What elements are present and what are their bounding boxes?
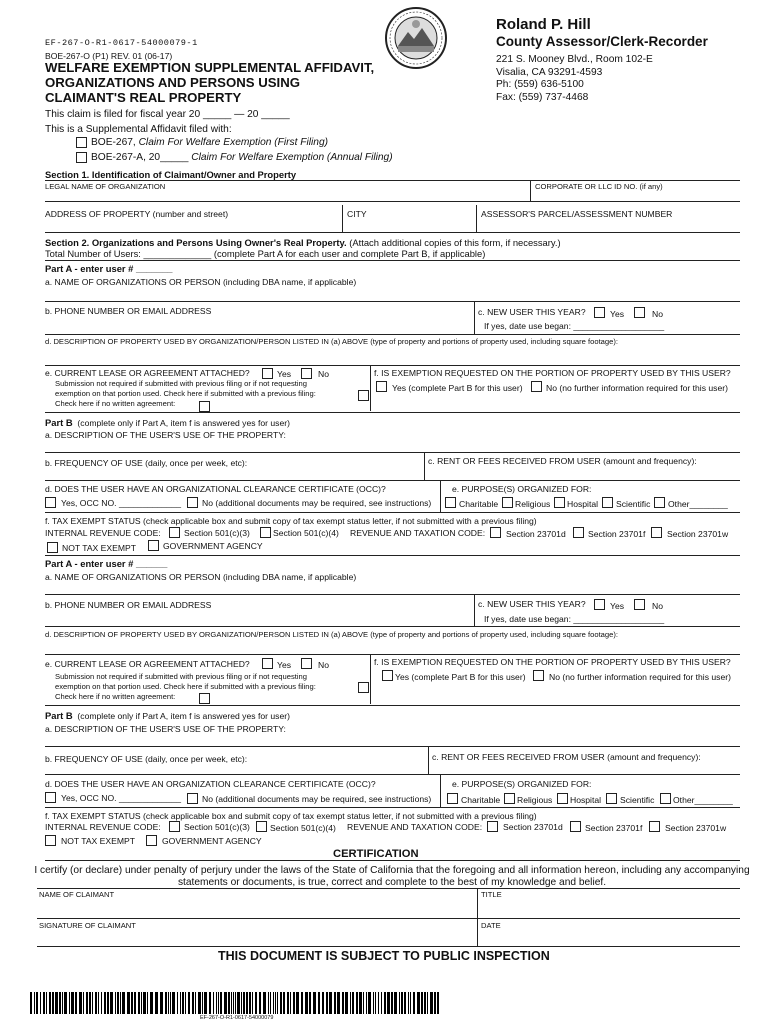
- rtc2-23701f-label: Section 23701f: [585, 823, 643, 833]
- new-user2-yes-checkbox[interactable]: [594, 599, 605, 610]
- lease2-notes: [55, 672, 316, 702]
- apn-label: ASSESSOR'S PARCEL/ASSESSMENT NUMBER: [481, 209, 673, 219]
- part-a2-item-d: d. DESCRIPTION OF PROPERTY USED BY ORGANIZATION/PERSON LISTED IN (a) ABOVE (type of property and portions of property used, including square footage):: [45, 630, 618, 639]
- total-users-line: Total Number of Users: _____________ (complete Part A for each user and complete Part B, if applicable): [45, 248, 486, 259]
- part-a2-item-f: f. IS EXEMPTION REQUESTED ON THE PORTION OF PROPERTY USED BY THIS USER?: [374, 657, 731, 667]
- irc2-501c4-checkbox[interactable]: [256, 821, 267, 832]
- exemption2-no-checkbox[interactable]: [533, 670, 544, 681]
- new-user-yes-label: Yes: [610, 309, 625, 319]
- gov-agency-checkbox[interactable]: [148, 540, 159, 551]
- purpose-other-checkbox[interactable]: [654, 497, 665, 508]
- part-b-item-d: d. DOES THE USER HAVE AN ORGANIZATIONAL CLEARANCE CERTIFICATE (OCC)?: [45, 484, 386, 494]
- date-label: DATE: [481, 921, 501, 930]
- assessor-title: County Assessor/Clerk-Recorder: [496, 34, 708, 49]
- address-label: ADDRESS OF PROPERTY (number and street): [45, 209, 229, 219]
- irc2-501c3-label: Section 501(c)(3): [184, 822, 250, 832]
- section-2-note: (Attach additional copies of this form, if necessary.): [346, 237, 561, 248]
- title-line-2: ORGANIZATIONS AND PERSONS USING: [45, 75, 300, 90]
- lease-yes-label: Yes: [277, 369, 292, 379]
- occ2-yes-checkbox[interactable]: [45, 792, 56, 803]
- irc2-501c3-checkbox[interactable]: [169, 821, 180, 832]
- occ-no-checkbox[interactable]: [187, 497, 198, 508]
- section-1-title: Section 1. Identification of Claimant/Owner and Property: [45, 169, 297, 180]
- lease2-note-3: Check here if no written agreement:: [55, 692, 176, 701]
- exemption2-yes-label: Yes (complete Part B for this user): [395, 672, 526, 682]
- boe-267-desc: Claim For Welfare Exemption (First Filing): [138, 137, 329, 148]
- purpose2-other-label: Other________: [673, 795, 733, 805]
- purpose2-scientific-checkbox[interactable]: [606, 793, 617, 804]
- certification-text-2: statements or documents, is true, correct and complete to the best of my knowledge and belief.: [177, 877, 607, 888]
- part-a2-item-c: c. NEW USER THIS YEAR?: [478, 599, 586, 609]
- exemption-yes-label: Yes (complete Part B for this user): [392, 383, 523, 393]
- legal-name-field[interactable]: [45, 190, 525, 200]
- date-use-began: If yes, date use began: ___________________: [484, 321, 665, 331]
- purpose-hospital-label: Hospital: [567, 499, 599, 509]
- lease-yes-checkbox[interactable]: [262, 368, 273, 379]
- lease2-yes-checkbox[interactable]: [262, 658, 273, 669]
- rtc2-23701f-checkbox[interactable]: [570, 821, 581, 832]
- purpose2-hospital-checkbox[interactable]: [557, 793, 568, 804]
- section-2-title: [45, 237, 561, 248]
- rtc2-23701d-label: Section 23701d: [503, 822, 563, 832]
- purpose-charitable-label: Charitable: [459, 499, 499, 509]
- legal-name-label: LEGAL NAME OF ORGANIZATION: [45, 182, 166, 191]
- occ2-no-checkbox[interactable]: [187, 793, 198, 804]
- barcode-icon: [30, 992, 440, 1014]
- part-a2-title: Part A - enter user # ______: [45, 558, 168, 569]
- assessor-contact: [496, 54, 653, 104]
- lease-note-2: exemption on that portion used. Check here if submitted with a previous filing:: [55, 389, 316, 398]
- purpose2-religious-checkbox[interactable]: [504, 793, 515, 804]
- signature-label: SIGNATURE OF CLAIMANT: [39, 921, 136, 930]
- occ-no-label: No (additional documents may be required, see instructions): [202, 498, 432, 508]
- boe-267-checkbox[interactable]: [76, 137, 87, 148]
- part-a2-item-b: b. PHONE NUMBER OR EMAIL ADDRESS: [45, 600, 212, 610]
- boe-267-label: [91, 137, 328, 148]
- irc-label: INTERNAL REVENUE CODE:: [45, 528, 161, 538]
- part-b-title: Part B: [45, 417, 73, 428]
- rtc2-23701w-checkbox[interactable]: [649, 821, 660, 832]
- new-user-no-label: No: [652, 309, 663, 319]
- lease-note-1: Submission not required if submitted with previous filing or if not requesting: [55, 379, 307, 388]
- phone: Ph: (559) 636-5100: [496, 79, 584, 90]
- lease2-note-1: Submission not required if submitted with previous filing or if not requesting: [55, 672, 307, 681]
- not-tax-exempt2-label: NOT TAX EXEMPT: [61, 836, 136, 846]
- title-label: TITLE: [481, 890, 502, 899]
- part-b2-header: [45, 710, 290, 721]
- occ2-yes-label: Yes, OCC NO. _____________: [61, 793, 182, 803]
- new-user-no-checkbox[interactable]: [634, 307, 645, 318]
- part-b-header: [45, 417, 290, 428]
- irc-501c4-label: Section 501(c)(4): [273, 528, 339, 538]
- part-a-item-e: e. CURRENT LEASE OR AGREEMENT ATTACHED?: [45, 368, 250, 378]
- new-user2-no-label: No: [652, 601, 663, 611]
- title-line-1: WELFARE EXEMPTION SUPPLEMENTAL AFFIDAVIT,: [45, 60, 375, 75]
- purpose2-charitable-label: Charitable: [461, 795, 501, 805]
- lease2-note-2: exemption on that portion used. Check here if submitted with a previous filing:: [55, 682, 316, 691]
- purpose-scientific-checkbox[interactable]: [602, 497, 613, 508]
- part-b2-title: Part B: [45, 710, 73, 721]
- prev-filing-checkbox[interactable]: [358, 390, 369, 401]
- new-user2-no-checkbox[interactable]: [634, 599, 645, 610]
- lease-notes: [55, 379, 316, 409]
- boe-267-a-code: BOE-267-A, 20_____: [91, 152, 192, 163]
- purpose-hospital-checkbox[interactable]: [554, 497, 565, 508]
- part-a-item-c: c. NEW USER THIS YEAR?: [478, 307, 586, 317]
- exemption2-no-label: No (no further information required for this user): [549, 672, 731, 682]
- part-a-item-f: f. IS EXEMPTION REQUESTED ON THE PORTION OF PROPERTY USED BY THIS USER?: [374, 368, 731, 378]
- part-b-note: (complete only if Part A, item f is answered yes for user): [77, 418, 290, 428]
- part-b2-item-e: e. PURPOSE(S) ORGANIZED FOR:: [452, 779, 592, 789]
- irc2-label: INTERNAL REVENUE CODE:: [45, 822, 161, 832]
- rtc2-23701d-checkbox[interactable]: [487, 821, 498, 832]
- purpose2-scientific-label: Scientific: [620, 795, 655, 805]
- occ-yes-checkbox[interactable]: [45, 497, 56, 508]
- part-a2-item-a: a. NAME OF ORGANIZATIONS OR PERSON (including DBA name, if applicable): [45, 572, 357, 582]
- form-number: BOE-267-O (P1) REV. 01 (06-17): [45, 51, 173, 61]
- part-b2-item-c: c. RENT OR FEES RECEIVED FROM USER (amount and frequency):: [432, 752, 701, 762]
- no-written-agreement2-checkbox[interactable]: [199, 693, 210, 704]
- part-b-item-f: f. TAX EXEMPT STATUS (check applicable box and submit copy of tax exempt status letter, if not submitted with a previous filing): [45, 516, 537, 526]
- part-a-item-b: b. PHONE NUMBER OR EMAIL ADDRESS: [45, 306, 212, 316]
- fax: Fax: (559) 737-4468: [496, 91, 589, 103]
- part-a-item-a: a. NAME OF ORGANIZATIONS OR PERSON (including DBA name, if applicable): [45, 277, 357, 287]
- lease2-no-label: No: [318, 660, 329, 670]
- address-line-2: Visalia, CA 93291-4593: [496, 66, 603, 78]
- new-user-yes-checkbox[interactable]: [594, 307, 605, 318]
- rtc-23701w-label: Section 23701w: [667, 529, 729, 539]
- purpose2-charitable-checkbox[interactable]: [447, 793, 458, 804]
- address-line-1: 221 S. Mooney Blvd., Room 102-E: [496, 54, 653, 65]
- rtc-23701f-checkbox[interactable]: [573, 527, 584, 538]
- public-inspection-notice: THIS DOCUMENT IS SUBJECT TO PUBLIC INSPECTION: [218, 949, 550, 963]
- lease2-yes-label: Yes: [277, 660, 292, 670]
- part-a2-item-e: e. CURRENT LEASE OR AGREEMENT ATTACHED?: [45, 659, 250, 669]
- purpose-scientific-label: Scientific: [616, 499, 651, 509]
- document-id: EF-267-O-R1-0617-54000079-1: [45, 38, 198, 48]
- no-written-agreement-checkbox[interactable]: [199, 401, 210, 412]
- rtc2-label: REVENUE AND TAXATION CODE:: [347, 822, 483, 832]
- not-tax-exempt2-checkbox[interactable]: [45, 835, 56, 846]
- irc2-501c4-label: Section 501(c)(4): [270, 823, 336, 833]
- purpose-charitable-checkbox[interactable]: [445, 497, 456, 508]
- barcode-text: EF-267-O-R1-0617-54000079: [200, 1015, 274, 1021]
- lease2-no-checkbox[interactable]: [301, 658, 312, 669]
- prev-filing2-checkbox[interactable]: [358, 682, 369, 693]
- form-title: [45, 60, 374, 105]
- purpose2-religious-label: Religious: [517, 795, 553, 805]
- supplemental-line: This is a Supplemental Affidavit filed with:: [45, 124, 232, 135]
- boe-267-a-checkbox[interactable]: [76, 152, 87, 163]
- lease-no-label: No: [318, 369, 329, 379]
- rtc-label: REVENUE AND TAXATION CODE:: [350, 528, 486, 538]
- certification-title: CERTIFICATION: [333, 848, 419, 860]
- part-b-item-a: a. DESCRIPTION OF THE USER'S USE OF THE PROPERTY:: [45, 430, 286, 440]
- boe-267-a-label: [91, 152, 393, 163]
- corp-id-label: CORPORATE OR LLC ID NO. (if any): [535, 182, 663, 191]
- gov-agency2-checkbox[interactable]: [146, 835, 157, 846]
- new-user2-yes-label: Yes: [610, 601, 625, 611]
- occ2-no-label: No (additional documents may be required, see instructions): [202, 794, 432, 804]
- lease-no-checkbox[interactable]: [301, 368, 312, 379]
- part-b-item-e: e. PURPOSE(S) ORGANIZED FOR:: [452, 484, 592, 494]
- purpose-religious-checkbox[interactable]: [502, 497, 513, 508]
- certification-text-1: I certify (or declare) under penalty of perjury under the laws of the State of California that the foregoing and all information hereon, including any accompanying: [34, 865, 750, 876]
- part-b2-item-a: a. DESCRIPTION OF THE USER'S USE OF THE PROPERTY:: [45, 724, 286, 734]
- county-seal-icon: [384, 6, 448, 70]
- exemption-no-checkbox[interactable]: [531, 381, 542, 392]
- rtc-23701d-checkbox[interactable]: [490, 527, 501, 538]
- boe-267-a-desc: Claim For Welfare Exemption (Annual Filing): [191, 152, 393, 163]
- title-line-3: CLAIMANT'S REAL PROPERTY: [45, 90, 242, 105]
- not-tax-exempt-label: NOT TAX EXEMPT: [62, 543, 137, 553]
- part-b2-item-d: d. DOES THE USER HAVE AN ORGANIZATION CLEARANCE CERTIFICATE (OCC)?: [45, 779, 376, 789]
- gov-agency-label: GOVERNMENT AGENCY: [163, 541, 263, 551]
- section-2-title-bold: Section 2. Organizations and Persons Using Owner's Real Property.: [45, 237, 347, 248]
- part-b2-note: (complete only if Part A, item f is answered yes for user): [77, 711, 290, 721]
- purpose-religious-label: Religious: [515, 499, 551, 509]
- lease-note-3: Check here if no written agreement:: [55, 399, 176, 408]
- certification-text: [32, 865, 752, 889]
- rtc-23701w-checkbox[interactable]: [651, 527, 662, 538]
- exemption-yes-checkbox[interactable]: [376, 381, 387, 392]
- city-label: CITY: [347, 209, 367, 219]
- boe-267-code: BOE-267,: [91, 137, 139, 148]
- not-tax-exempt-checkbox[interactable]: [47, 542, 58, 553]
- exemption-no-label: No (no further information required for this user): [546, 383, 728, 393]
- gov-agency2-label: GOVERNMENT AGENCY: [162, 836, 262, 846]
- date-use-began-2: If yes, date use began: ___________________: [484, 614, 665, 624]
- part-b2-item-f: f. TAX EXEMPT STATUS (check applicable box and submit copy of tax exempt status letter, if not submitted with a previous filing): [45, 811, 537, 821]
- exemption2-yes-checkbox[interactable]: [382, 670, 393, 681]
- part-a-title: Part A - enter user # _______: [45, 263, 173, 274]
- rtc-23701d-label: Section 23701d: [506, 529, 566, 539]
- part-b-item-c: c. RENT OR FEES RECEIVED FROM USER (amount and frequency):: [428, 456, 697, 466]
- part-b-item-b: b. FREQUENCY OF USE (daily, once per week, etc):: [45, 458, 248, 468]
- rtc-23701f-label: Section 23701f: [588, 529, 646, 539]
- rtc2-23701w-label: Section 23701w: [665, 823, 727, 833]
- irc-501c3-label: Section 501(c)(3): [184, 528, 250, 538]
- purpose2-hospital-label: Hospital: [570, 795, 602, 805]
- part-a-item-d: d. DESCRIPTION OF PROPERTY USED BY ORGANIZATION/PERSON LISTED IN (a) ABOVE (type of property and portions of property used, including square footage):: [45, 337, 618, 346]
- purpose-other-label: Other________: [668, 499, 728, 509]
- part-b2-item-b: b. FREQUENCY OF USE (daily, once per week, etc):: [45, 754, 248, 764]
- purpose2-other-checkbox[interactable]: [660, 793, 671, 804]
- assessor-name: Roland P. Hill: [496, 16, 591, 33]
- occ-yes-label: Yes, OCC NO. _____________: [61, 498, 182, 508]
- irc-501c4-checkbox[interactable]: [260, 527, 271, 538]
- fiscal-year-line: This claim is filed for fiscal year 20 _____ — 20 _____: [45, 109, 290, 120]
- name-of-claimant-label: NAME OF CLAIMANT: [39, 890, 115, 899]
- irc-501c3-checkbox[interactable]: [169, 527, 180, 538]
